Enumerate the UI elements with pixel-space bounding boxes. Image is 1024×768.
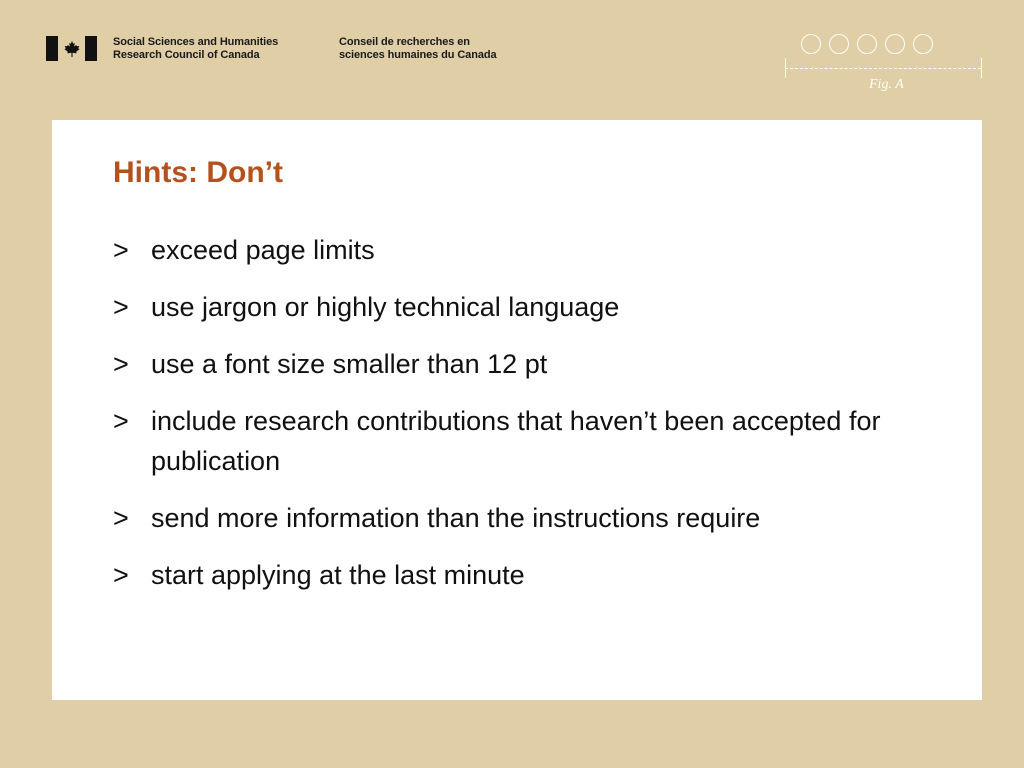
- bullet-marker: >: [113, 503, 129, 533]
- bullet-marker: >: [113, 406, 129, 436]
- org-name-french: [339, 36, 496, 62]
- org-en-line1: Social Sciences and Humanities: [113, 36, 279, 48]
- figure-dashed-line: [785, 68, 981, 69]
- circle-icon: [801, 34, 821, 54]
- figure-tick-right: [981, 58, 982, 78]
- bullet-text: send more information than the instructions require: [151, 503, 761, 533]
- org-name-english: [113, 36, 313, 62]
- list-item: [113, 498, 953, 538]
- list-item: [113, 344, 953, 384]
- bullet-marker: >: [113, 349, 129, 379]
- bullet-text: use a font size smaller than 12 pt: [151, 349, 548, 379]
- bullet-marker: >: [113, 292, 129, 322]
- circle-icon: [885, 34, 905, 54]
- content-panel: [52, 120, 982, 700]
- list-item: [113, 555, 953, 595]
- bullet-marker: >: [113, 235, 129, 265]
- bullet-text: use jargon or highly technical language: [151, 292, 620, 322]
- bullet-list: [113, 230, 953, 612]
- figure-label: Fig. A: [869, 77, 904, 92]
- canada-flag-icon: [46, 36, 97, 61]
- org-en-line2: Research Council of Canada: [113, 49, 260, 61]
- bullet-text: include research contributions that haven’t been accepted for publication: [151, 406, 881, 476]
- slide-title: Hints: Don’t: [113, 156, 283, 189]
- bullet-text: exceed page limits: [151, 235, 375, 265]
- list-item: [113, 287, 953, 327]
- list-item: [113, 230, 953, 270]
- org-fr-line2: sciences humaines du Canada: [339, 49, 497, 61]
- org-fr-line1: Conseil de recherches en: [339, 36, 470, 48]
- circle-icon: [857, 34, 877, 54]
- circle-icon: [913, 34, 933, 54]
- bullet-text: start applying at the last minute: [151, 560, 525, 590]
- circle-icon: [829, 34, 849, 54]
- header: [46, 36, 496, 64]
- figure-decoration: [783, 32, 987, 98]
- bullet-marker: >: [113, 560, 129, 590]
- list-item: [113, 401, 953, 481]
- circle-row: [801, 34, 933, 54]
